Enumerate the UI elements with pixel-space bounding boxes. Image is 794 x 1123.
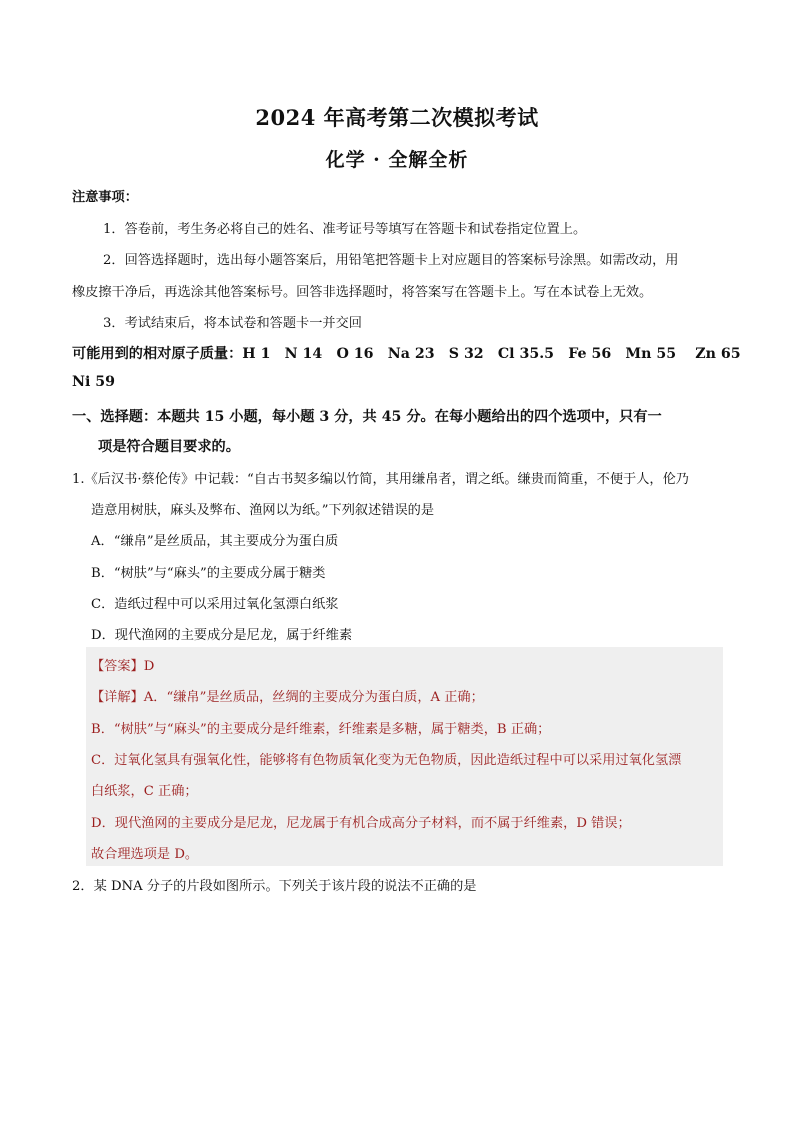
question-1-conclusion: 故合理选项是 D。 (91, 847, 199, 862)
question-1-option-b: B．“树肤”与“麻头”的主要成分属于糖类 (91, 566, 326, 581)
atomic-masses-line2: Ni 59 (72, 374, 116, 390)
question-1-stem-line2: 造意用树肤，麻头及弊布、渔网以为纸。”下列叙述错误的是 (91, 503, 435, 518)
question-1-stem-line1: 1.《后汉书·蔡伦传》中记载：“自古书契多编以竹简，其用缣帛者，谓之纸。缣贵而简重，不便于人，伦乃 (72, 472, 689, 487)
exam-title: 2024 年高考第二次模拟考试 (255, 105, 539, 130)
section-heading-line1: 一、选择题：本题共 15 小题，每小题 3 分，共 45 分。在每小题给出的四个选项中，只有一 (72, 409, 662, 425)
question-1-option-d: D．现代渔网的主要成分是尼龙，属于纤维素 (91, 628, 353, 643)
note-item-2-line1: 2．回答选择题时，选出每小题答案后，用铅笔把答题卡上对应题目的答案标号涂黑。如需改动，用 (103, 253, 679, 268)
atomic-masses-line1: 可能用到的相对原子质量：H 1 N 14 O 16 Na 23 S 32 Cl 35.5 Fe 56 Mn 55 Zn 65 (72, 346, 741, 362)
notes-heading: 注意事项： (72, 190, 138, 205)
question-2-stem: 2．某 DNA 分子的片段如图所示。下列关于该片段的说法不正确的是 (72, 879, 477, 894)
note-item-1: 1．答卷前，考生务必将自己的姓名、准考证号等填写在答题卡和试卷指定位置上。 (103, 222, 587, 237)
question-1-detail-a: 【详解】A．“缣帛”是丝质品，丝绸的主要成分为蛋白质，A 正确； (91, 690, 484, 705)
question-1-option-c: C．造纸过程中可以采用过氧化氢漂白纸浆 (91, 597, 339, 612)
section-heading-line2: 项是符合题目要求的。 (98, 439, 240, 455)
note-item-3: 3．考试结束后，将本试卷和答题卡一并交回 (103, 316, 362, 331)
note-item-2-line2: 橡皮擦干净后，再选涂其他答案标号。回答非选择题时，将答案写在答题卡上。写在本试卷上无效。 (72, 285, 653, 300)
exam-subtitle: 化学 · 全解全析 (325, 149, 469, 171)
question-1-detail-b: B．“树肤”与“麻头”的主要成分是纤维素，纤维素是多糖，属于糖类，B 正确； (91, 722, 551, 737)
question-1-detail-c-line1: C．过氧化氢具有强氧化性，能够将有色物质氧化变为无色物质，因此造纸过程中可以采用过氧化氢漂 (91, 753, 682, 768)
question-1-detail-d: D．现代渔网的主要成分是尼龙，尼龙属于有机合成高分子材料，而不属于纤维素，D 错误； (91, 816, 631, 831)
question-1-answer: 【答案】D (91, 659, 155, 674)
question-1-detail-c-line2: 白纸浆，C 正确； (91, 784, 198, 799)
question-1-option-a: A．“缣帛”是丝质品，其主要成分为蛋白质 (91, 534, 339, 549)
